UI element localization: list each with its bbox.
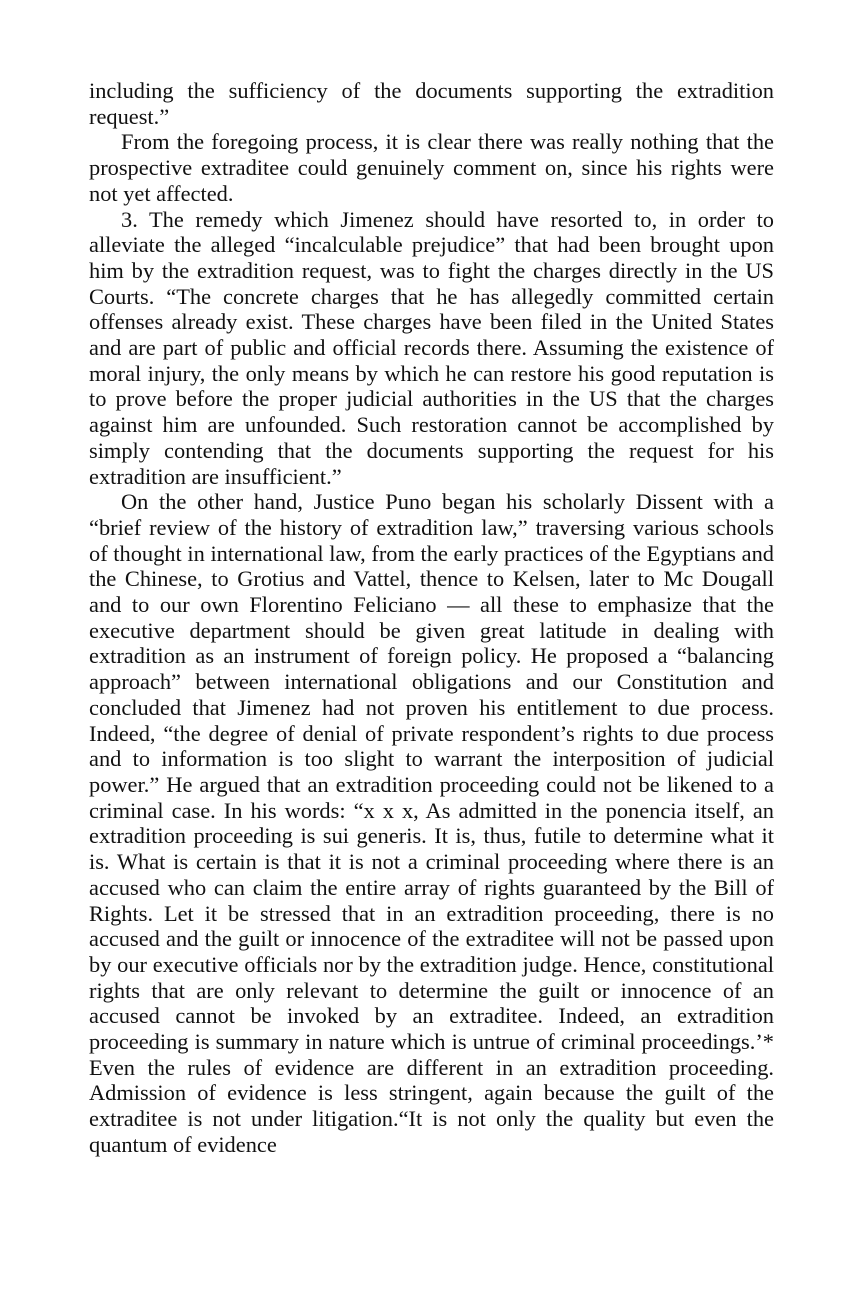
document-page bbox=[89, 78, 774, 1158]
paragraph-remedy: 3. The remedy which Jimenez should have resorted to, in order to alleviate the alleged “incalculable prejudice” that had been brought upon him by the extradition request, was to fight the charges directly in the US Courts. “The concrete charges that he has allegedly committed certain offenses already exist. These charges have been filed in the United States and are part of public and official records there. Assuming the existence of moral injury, the only means by which he can restore his good reputation is to prove before the proper judicial authorities in the US that the charges against him are unfounded. Such restoration cannot be accomplished by simply contending that the documents supporting the request for his extradition are insufficient.” bbox=[89, 206, 774, 489]
paragraph-puno-dissent: On the other hand, Justice Puno began his scholarly Dissent with a “brief review of the history of extradition law,” traversing various schools of thought in international law, from the early practices of the Egyptians and the Chinese, to Grotius and Vattel, thence to Kelsen, later to Mc Dougall and to our own Florentino Feliciano — all these to emphasize that the executive department should be given great latitude in dealing with extradition as an instrument of foreign policy. He proposed a “balancing approach” between international obligations and our Constitution and concluded that Jimenez had not proven his entitlement to due process. Indeed, “the degree of denial of private respondent’s rights to due process and to information is too slight to warrant the interposition of judicial power.” He argued that an extradition proceeding could not be likened to a criminal case. In his words: “x x x, As admitted in the ponencia itself, an extradition proceeding is sui generis. It is, thus, futile to determine what it is. What is certain is that it is not a criminal proceeding where there is an accused who can claim the entire array of rights guaranteed by the Bill of Rights. Let it be stressed that in an extradition proceeding, there is no accused and the guilt or innocence of the extraditee will not be passed upon by our executive officials nor by the extradition judge. Hence, constitutional rights that are only relevant to determine the guilt or innocence of an accused cannot be invoked by an extraditee. Indeed, an extradition proceeding is summary in nature which is untrue of criminal proceedings.’* Even the rules of evidence are different in an extradition proceeding. Admission of evidence is less stringent, again because the guilt of the extraditee is not under litigation.“It is not only the quality but even the quantum of evidence bbox=[89, 489, 774, 1157]
paragraph-foregoing-process: From the foregoing process, it is clear there was really nothing that the prospective extraditee could genuinely comment on, since his rights were not yet affected. bbox=[89, 129, 774, 206]
paragraph-continuation: including the sufficiency of the documents supporting the extradition request.” bbox=[89, 78, 774, 129]
